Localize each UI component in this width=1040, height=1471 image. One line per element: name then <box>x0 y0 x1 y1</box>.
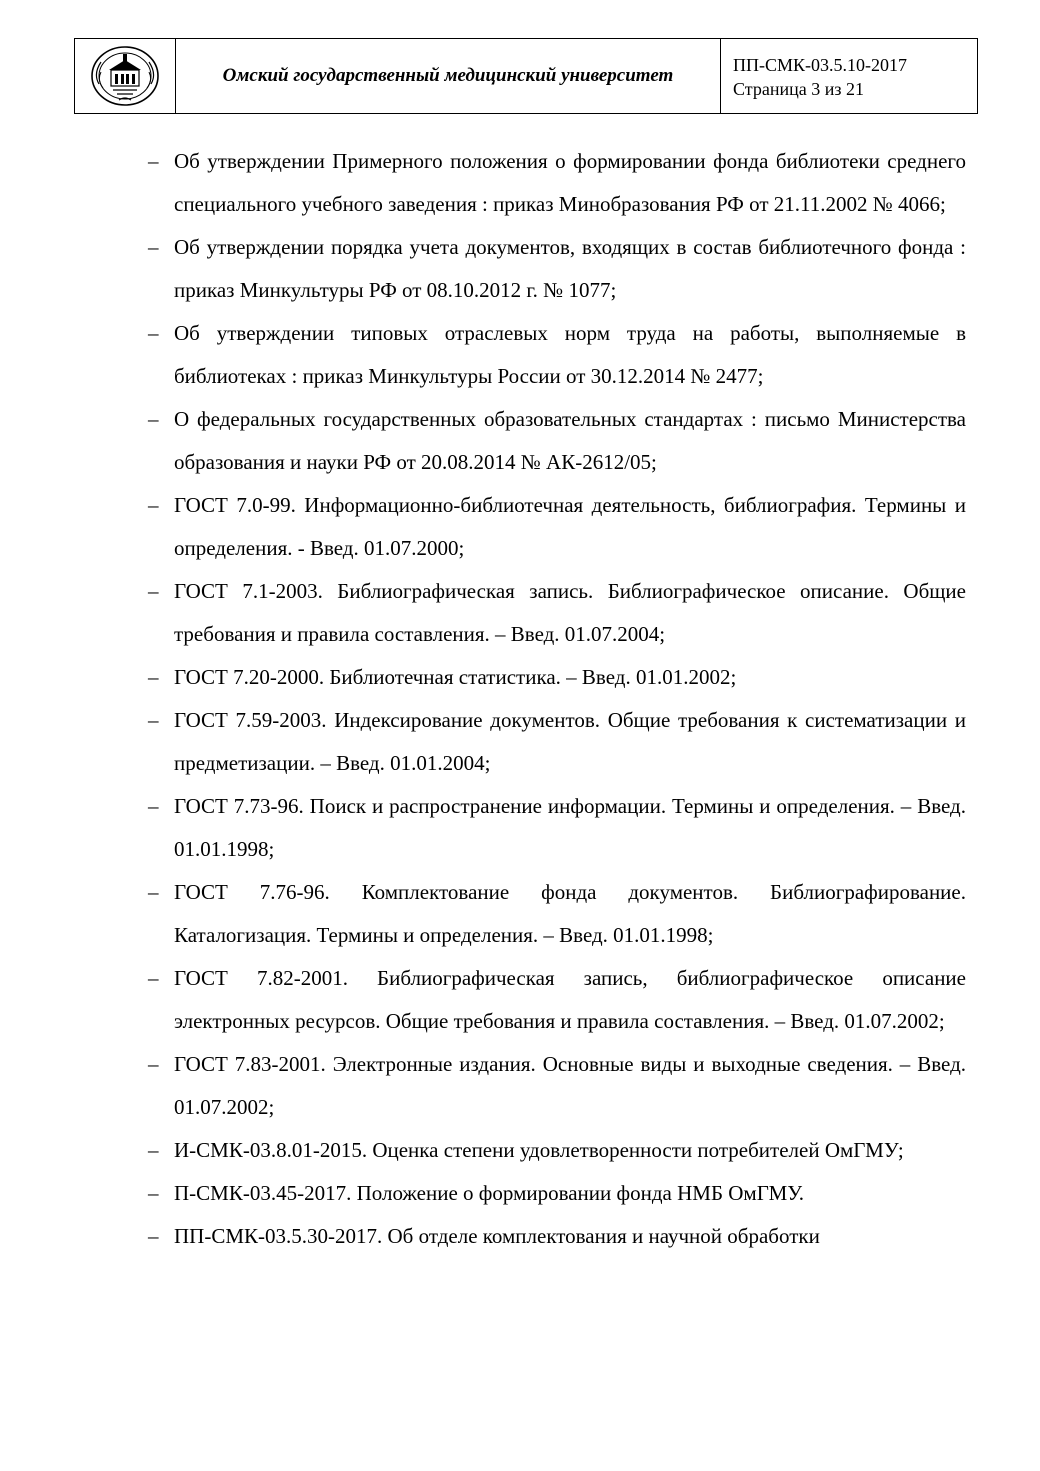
list-item <box>148 570 966 656</box>
list-item-text: П-СМК-03.45-2017. Положение о формировании фонда НМБ ОмГМУ. <box>174 1181 804 1205</box>
list-item-text: ГОСТ 7.1-2003. Библиографическая запись. Библиографическое описание. Общие требования и правила составления. – Введ. 01.07.2004; <box>174 579 966 646</box>
list-item-text: И-СМК-03.8.01-2015. Оценка степени удовлетворенности потребителей ОмГМУ; <box>174 1138 904 1162</box>
list-item-text: Об утверждении порядка учета документов, входящих в состав библиотечного фонда : приказ Минкультуры РФ от 08.10.2012 г. № 1077; <box>174 235 966 302</box>
list-item-text: ГОСТ 7.82-2001. Библиографическая запись, библиографическое описание электронных ресурсов. Общие требования и правила составления. – Введ. 01.07.2002; <box>174 966 966 1033</box>
list-item <box>148 871 966 957</box>
doc-info <box>721 39 977 113</box>
regulations-list <box>148 140 966 1258</box>
bullet-dash: – <box>148 579 159 603</box>
bullet-dash: – <box>148 1138 159 1162</box>
list-item <box>148 785 966 871</box>
bullet-dash: – <box>148 794 159 818</box>
list-item <box>148 1215 966 1258</box>
list-item-text: Об утверждении Примерного положения о формировании фонда библиотеки среднего специального учебного заведения : приказ Минобразования РФ от 21.11.2002 № 4066; <box>174 149 966 216</box>
list-item <box>148 140 966 226</box>
list-item-text: ГОСТ 7.76-96. Комплектование фонда документов. Библиографирование. Каталогизация. Термины и определения. – Введ. 01.01.1998; <box>174 880 966 947</box>
logo-cell <box>75 39 176 113</box>
list-item-text: ПП-СМК-03.5.30-2017. Об отделе комплектования и научной обработки <box>174 1224 820 1248</box>
list-item <box>148 699 966 785</box>
list-item <box>148 1043 966 1129</box>
list-item-text: ГОСТ 7.83-2001. Электронные издания. Основные виды и выходные сведения. – Введ. 01.07.2002; <box>174 1052 966 1119</box>
bullet-dash: – <box>148 407 159 431</box>
list-item-text: ГОСТ 7.73-96. Поиск и распространение информации. Термины и определения. – Введ. 01.01.1998; <box>174 794 966 861</box>
bullet-dash: – <box>148 1224 159 1248</box>
university-name: Омский государственный медицинский университет <box>176 39 721 113</box>
list-item-text: ГОСТ 7.20-2000. Библиотечная статистика. – Введ. 01.01.2002; <box>174 665 737 689</box>
list-item <box>148 484 966 570</box>
bullet-dash: – <box>148 665 159 689</box>
list-item <box>148 1172 966 1215</box>
bullet-dash: – <box>148 1181 159 1205</box>
list-item <box>148 1129 966 1172</box>
list-item <box>148 656 966 699</box>
document-code: ПП-СМК-03.5.10-2017 <box>733 55 907 75</box>
bullet-dash: – <box>148 966 159 990</box>
list-item-text: ГОСТ 7.0-99. Информационно-библиотечная деятельность, библиография. Термины и определения. - Введ. 01.07.2000; <box>174 493 966 560</box>
bullet-dash: – <box>148 493 159 517</box>
bullet-dash: – <box>148 708 159 732</box>
list-item <box>148 398 966 484</box>
list-item <box>148 226 966 312</box>
bullet-dash: – <box>148 880 159 904</box>
list-item-text: О федеральных государственных образовательных стандартах : письмо Министерства образования и науки РФ от 20.08.2014 № АК-2612/05; <box>174 407 966 474</box>
list-item <box>148 312 966 398</box>
bullet-dash: – <box>148 149 159 173</box>
list-item-text: ГОСТ 7.59-2003. Индексирование документов. Общие требования к систематизации и предметизации. – Введ. 01.01.2004; <box>174 708 966 775</box>
list-item-text: Об утверждении типовых отраслевых норм труда на работы, выполняемые в библиотеках : приказ Минкультуры России от 30.12.2014 № 2477; <box>174 321 966 388</box>
university-seal-icon <box>89 44 161 108</box>
list-item <box>148 957 966 1043</box>
bullet-dash: – <box>148 321 159 345</box>
document-header <box>74 38 978 114</box>
bullet-dash: – <box>148 1052 159 1076</box>
page-number: Страница 3 из 21 <box>733 79 864 99</box>
bullet-dash: – <box>148 235 159 259</box>
